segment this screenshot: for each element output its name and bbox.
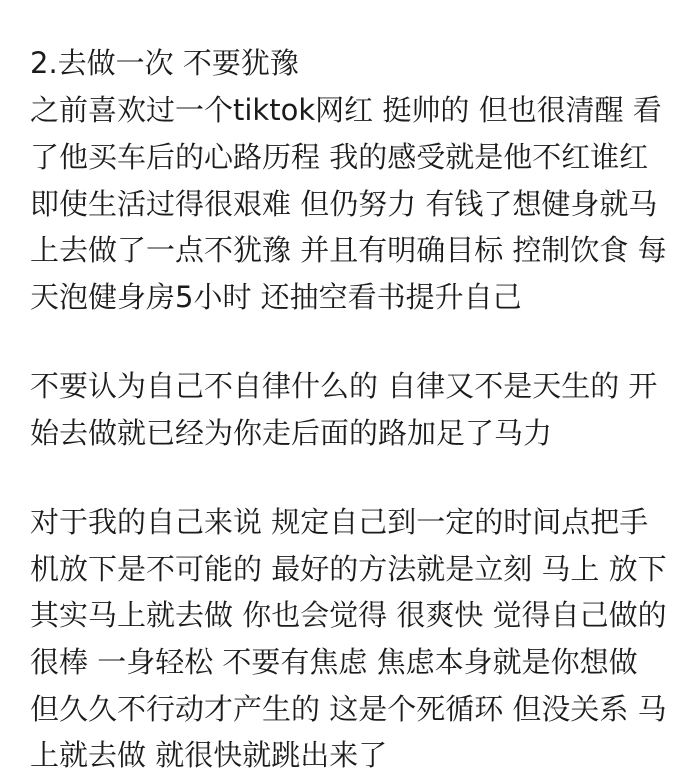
- paragraph-3-line-3: 其实马上就去做 你也会觉得 很爽快 觉得自己做的: [30, 598, 667, 632]
- paragraph-1-line-5: 上去做了一点不犹豫 并且有明确目标 控制饮食 每: [30, 233, 667, 267]
- paragraph-1-line-1: 2.去做一次 不要犹豫: [30, 46, 299, 80]
- paragraph-2-line-2: 始去做就已经为你走后面的路加足了马力: [30, 416, 553, 450]
- paragraph-3-line-5: 但久久不行动才产生的 这是个死循环 但没关系 马: [30, 692, 667, 726]
- paragraph-1-line-6: 天泡健身房5小时 还抽空看书提升自己: [30, 280, 522, 314]
- paragraph-3-line-6: 上就去做 就很快就跳出来了: [30, 738, 388, 772]
- paragraph-1-line-2: 之前喜欢过一个tiktok网红 挺帅的 但也很清醒 看: [30, 93, 662, 127]
- paragraph-2-line-1: 不要认为自己不自律什么的 自律又不是天生的 开: [30, 369, 658, 403]
- paragraph-1-line-4: 即使生活过得很艰难 但仍努力 有钱了想健身就马: [30, 187, 658, 221]
- paragraph-3-line-2: 机放下是不可能的 最好的方法就是立刻 马上 放下: [30, 552, 667, 586]
- paragraph-1-line-3: 了他买车后的心路历程 我的感受就是他不红谁红: [30, 140, 649, 174]
- paragraph-3-line-1: 对于我的自己来说 规定自己到一定的时间点把手: [30, 505, 649, 539]
- paragraph-3-line-4: 很棒 一身轻松 不要有焦虑 焦虑本身就是你想做: [30, 645, 638, 679]
